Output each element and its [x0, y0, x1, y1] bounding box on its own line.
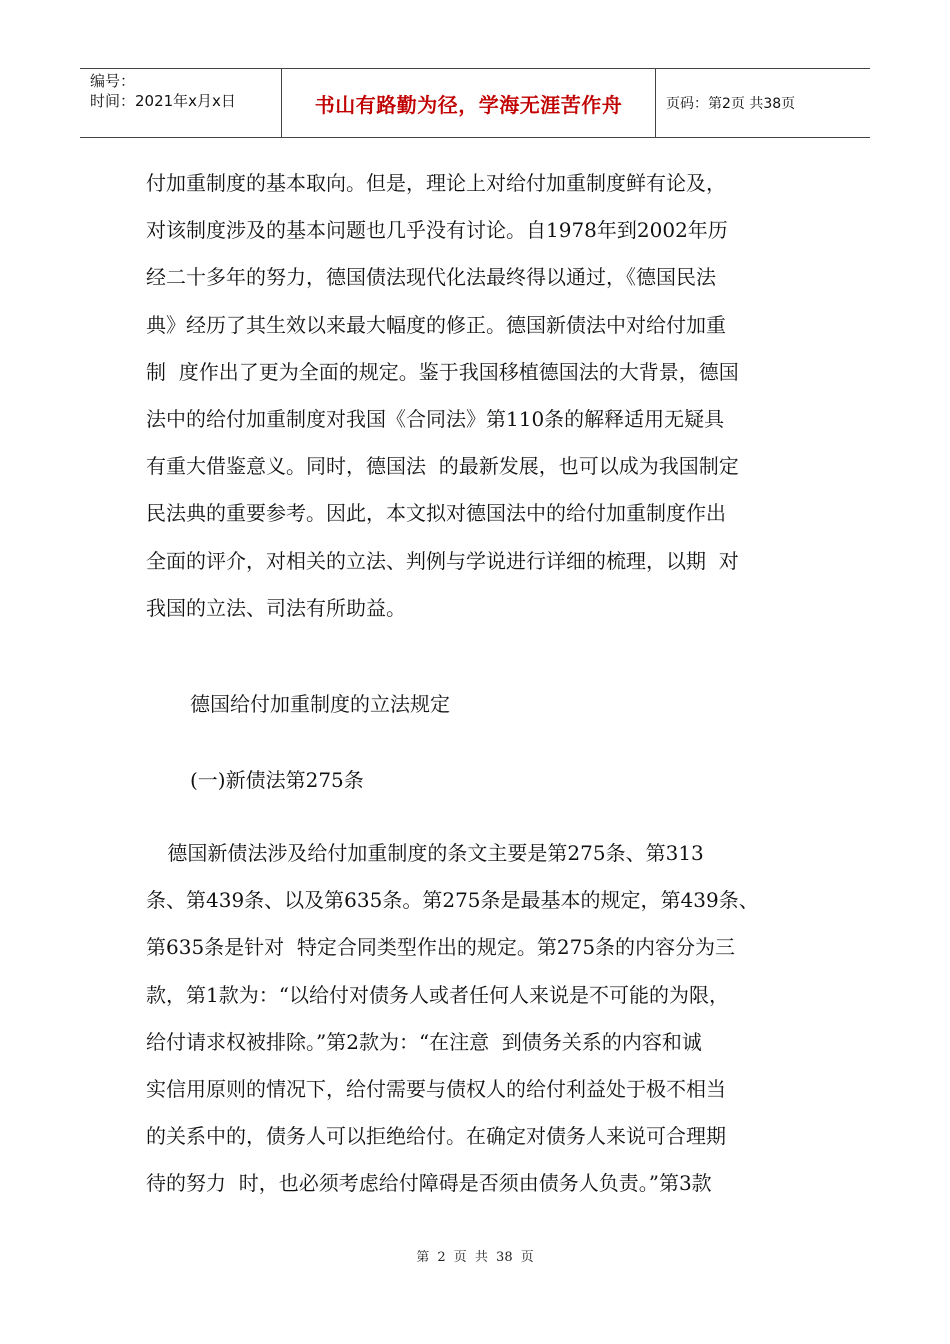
text-line: 给付请求权被排除。”第2款为：“在注意 到债务关系的内容和诚: [146, 1029, 702, 1054]
text-line: 经二十多年的努力，德国债法现代化法最终得以通过，《德国民法: [146, 265, 716, 290]
document-date-label: 时间：2021年x月x日: [90, 92, 236, 110]
page-footer: 第 2 页 共 38 页: [416, 1250, 534, 1265]
text-line: 实信用原则的情况下，给付需要与债权人的给付利益处于极不相当: [146, 1077, 726, 1102]
text-line: 有重大借鉴意义。同时，德国法 的最新发展，也可以成为我国制定: [146, 454, 739, 479]
header-motto: 书山有路勤为径，学海无涯苦作舟: [282, 69, 656, 137]
subsection-heading: (一)新债法第275条: [190, 768, 364, 792]
text-line: 制 度作出了更为全面的规定。鉴于我国移植德国法的大背景，德国: [146, 359, 739, 384]
text-line: 全面的评介，对相关的立法、判例与学说进行详细的梳理，以期 对: [146, 548, 739, 573]
header-page-info: 页码：第2页 共38页: [666, 96, 796, 112]
text-line: 待的努力 时，也必须考虑给付障碍是否须由债务人负责。”第3款: [146, 1171, 712, 1196]
text-line: 款，第1款为：“以给付对债务人或者任何人来说是不可能的为限，: [146, 982, 729, 1007]
page-header: [80, 68, 870, 138]
text-line: 民法典的重要参考。因此，本文拟对德国法中的给付加重制度作出: [146, 501, 726, 526]
document-number-label: 编号：: [90, 72, 136, 90]
text-line: 付加重制度的基本取向。但是，理论上对给付加重制度鲜有论及，: [146, 171, 726, 195]
section-heading: 德国给付加重制度的立法规定: [190, 692, 450, 716]
header-meta-cell: [80, 69, 282, 137]
body-paragraph-2: [142, 830, 826, 1208]
text-line: 德国新债法涉及给付加重制度的条文主要是第275条、第313: [142, 841, 704, 865]
text-line: 的关系中的，债务人可以拒绝给付。在确定对债务人来说可合理期: [146, 1124, 726, 1149]
text-line: 条、第439条、以及第635条。第275条是最基本的规定，第439条、: [146, 888, 759, 913]
text-line: 法中的给付加重制度对我国《合同法》第110条的解释适用无疑具: [146, 407, 725, 432]
text-line: 我国的立法、司法有所助益。: [146, 595, 406, 620]
text-line: 第635条是针对 特定合同类型作出的规定。第275条的内容分为三: [146, 935, 736, 960]
text-line: 典》经历了其生效以来最大幅度的修正。德国新债法中对给付加重: [146, 312, 726, 337]
body-paragraph-1: [146, 160, 826, 632]
text-line: 对该制度涉及的基本问题也几乎没有讨论。自1978年到2002年历: [146, 218, 728, 243]
